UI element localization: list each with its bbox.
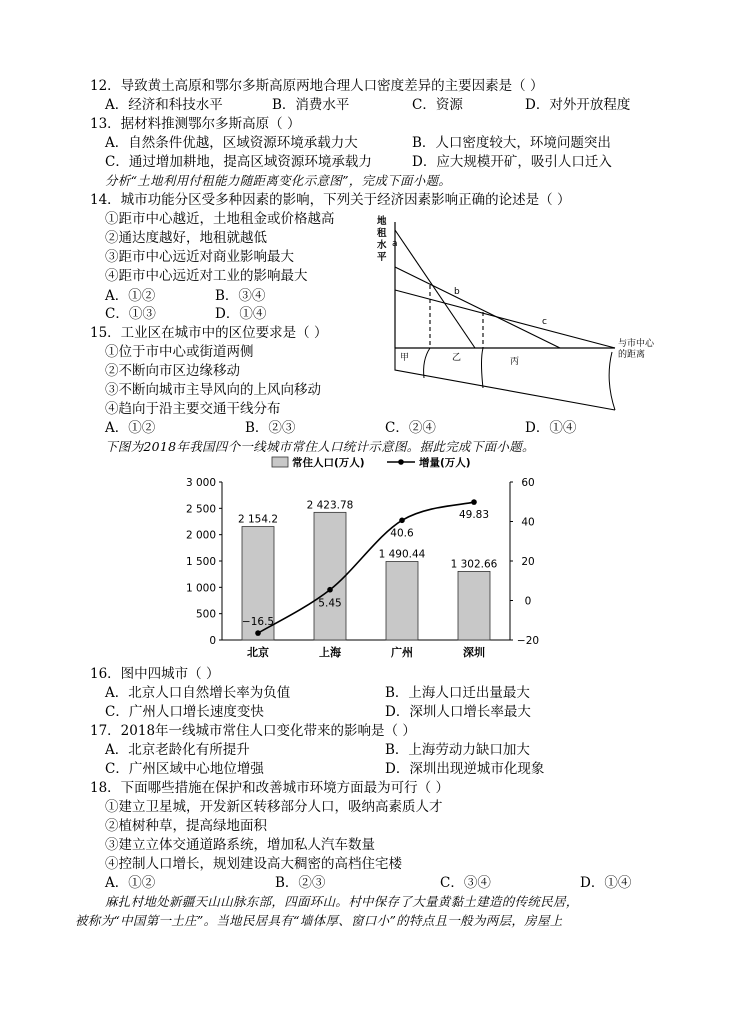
line-value-label: 49.83 (458, 509, 490, 522)
rent-line-a (395, 230, 475, 348)
bar (314, 512, 346, 640)
bar-value-label: 1 490.44 (378, 548, 426, 561)
q14-option-d: D．①④ (215, 306, 267, 322)
rent-ylabel-3: 水 (377, 240, 387, 251)
rent-ylabel-2: 租 (377, 228, 387, 239)
legend-line-label: 增量(万人) (419, 457, 471, 469)
chart-line (255, 499, 477, 636)
q14-statement-2: ②通达度越好，地租就越低 (105, 230, 267, 246)
passage-line-2: 被称为“中国第一土庄”。当地民居具有“墙体厚、窗口小”的特点且一般为两层，房屋上 (75, 913, 563, 928)
rent-line-b (395, 267, 560, 348)
line-point (471, 499, 477, 505)
q18-option-d: D．①④ (580, 875, 632, 891)
q18-stem: 18．下面哪些措施在保护和改善城市环境方面最为可行（ ） (90, 780, 449, 796)
right-tick-label: 40 (521, 516, 535, 529)
q14-option-c: C．①③ (105, 306, 156, 322)
category-label: 北京 (247, 646, 269, 659)
q14-statement-1: ①距市中心越近，土地租金或价格越高 (105, 211, 335, 227)
q15-option-a: A．①② (105, 420, 156, 436)
q16-stem: 16．图中四城市（ ） (90, 666, 220, 682)
q13-option-b: B．人口密度较大，环境问题突出 (412, 135, 611, 151)
left-tick-label: 2 000 (185, 529, 216, 542)
rent-intro: 分析“土地利用付租能力随距离变化示意图”，完成下面小题。 (105, 173, 452, 188)
category-label: 广州 (391, 646, 413, 659)
rent-arc-1 (424, 348, 430, 378)
bar-value-label: 2 154.2 (237, 513, 279, 526)
left-tick-label: 3 000 (185, 477, 216, 489)
right-tick-label: 60 (521, 477, 535, 489)
q14-option-b: B．③④ (215, 288, 266, 304)
category-label: 上海 (319, 646, 341, 659)
left-tick-label: 0 (209, 635, 216, 647)
left-tick-label: 1 000 (185, 582, 216, 595)
q17-option-a: A．北京老龄化有所提升 (105, 742, 250, 758)
rent-zone-yi: 乙 (452, 353, 462, 363)
q16-option-c: C．广州人口增长速度变快 (105, 704, 264, 720)
q14-statement-4: ④距市中心远近对工业的影响最大 (105, 268, 308, 284)
legend-line-marker (398, 459, 404, 465)
q18-option-b: B．②③ (275, 875, 326, 891)
q13-option-c: C．通过增加耕地，提高区域资源环境承载力 (105, 154, 372, 170)
rent-ylabel-1: 地 (377, 216, 387, 227)
q15-option-c: C．②④ (385, 420, 436, 436)
q17-option-d: D．深圳出现逆城市化现象 (385, 761, 545, 777)
rent-diagram (360, 210, 680, 420)
category-label: 深圳 (463, 646, 485, 659)
rent-label-a: a (392, 239, 398, 249)
bar-value-label: 1 302.66 (450, 558, 498, 571)
population-intro: 下图为2018年我国四个一线城市常住人口统计示意图。据此完成下面小题。 (105, 439, 535, 454)
bar-value-label: 2 423.78 (306, 499, 354, 512)
line-value-label: 5.45 (318, 597, 342, 610)
q17-option-b: B．上海劳动力缺口加大 (385, 742, 530, 758)
line-point (327, 587, 333, 593)
q18-statement-2: ②植树种草，提高绿地面积 (105, 818, 267, 834)
rent-zone-jia: 甲 (400, 353, 410, 363)
q17-option-c: C．广州区域中心地位增强 (105, 761, 264, 777)
left-tick-label: 2 500 (185, 503, 216, 516)
q18-statement-3: ③建立立体交通道路系统，增加私人汽车数量 (105, 837, 375, 853)
q14-stem: 14．城市功能分区受多种因素的影响，下列关于经济因素影响正确的论述是（ ） (90, 192, 571, 208)
legend-bar-swatch (272, 457, 288, 467)
rent-arc-3 (609, 352, 615, 410)
q18-option-c: C．③④ (440, 875, 491, 891)
rent-ylabel (377, 215, 387, 263)
population-chart (160, 455, 580, 665)
q13-option-a: A．自然条件优越，区域资源环境承载力大 (105, 135, 358, 151)
q18-statement-1: ①建立卫星城，开发新区转移部分人口，吸纳高素质人才 (105, 799, 443, 815)
q15-stem: 15．工业区在城市中的区位要求是（ ） (90, 325, 328, 341)
q12-option-d: D．对外开放程度 (525, 97, 631, 113)
rent-label-b: b (454, 287, 460, 297)
bar (386, 562, 418, 640)
line-value-label: −16.5 (241, 616, 275, 629)
rent-arc-2 (482, 348, 484, 388)
rent-ground-line (395, 348, 615, 410)
q15-statement-3: ③不断向城市主导风向的上风向移动 (105, 382, 321, 398)
q13-stem: 13．据材料推测鄂尔多斯高原（ ） (90, 116, 301, 132)
rent-xlabel-2: 的距离 (618, 350, 646, 360)
q15-statement-4: ④趋向于沿主要交通干线分布 (105, 401, 281, 417)
q16-option-a: A．北京人口自然增长率为负值 (105, 685, 291, 701)
bar (458, 571, 490, 640)
q12-option-b: B．消费水平 (272, 97, 350, 113)
rent-ylabel-4: 平 (377, 252, 387, 263)
legend-bar-label: 常住人口(万人) (292, 457, 365, 469)
line-point (255, 630, 261, 636)
line-point (399, 518, 405, 524)
q13-option-d: D．应大规模开矿，吸引人口迁入 (412, 154, 612, 170)
q15-statement-1: ①位于市中心或街道两侧 (105, 344, 254, 360)
rent-xlabel-1: 与市中心 (618, 339, 655, 349)
right-tick-label: 20 (521, 556, 535, 568)
passage-line-1: 麻扎村地处新疆天山山脉东部，四面环山。村中保存了大量黄黏土建造的传统民居， (105, 894, 579, 909)
q18-option-a: A．①② (105, 875, 156, 891)
left-tick-label: 1 500 (185, 556, 216, 568)
q15-option-d: D．①④ (525, 420, 577, 436)
q17-stem: 17．2018年一线城市常住人口变化带来的影响是（ ） (90, 723, 416, 739)
q12-option-c: C．资源 (412, 97, 463, 113)
line-value-label: 40.6 (390, 527, 414, 540)
q14-option-a: A．①② (105, 288, 156, 304)
rent-zone-bing: 丙 (510, 357, 520, 367)
q12-option-a: A．经济和科技水平 (105, 97, 223, 113)
right-tick-label: −20 (516, 635, 540, 647)
increment-line (258, 502, 474, 633)
rent-line-c (395, 290, 615, 348)
q15-option-b: B．②③ (245, 420, 296, 436)
q15-statement-2: ②不断向市区边缘移动 (105, 363, 240, 379)
q16-option-b: B．上海人口迁出量最大 (385, 685, 530, 701)
right-tick-label: 0 (524, 595, 532, 608)
q16-option-d: D．深圳人口增长率最大 (385, 704, 531, 720)
q14-statement-3: ③距市中心远近对商业影响最大 (105, 249, 294, 265)
rent-label-c: c (542, 317, 547, 327)
q12-stem: 12．导致黄土高原和鄂尔多斯高原两地合理人口密度差异的主要因素是（ ） (90, 78, 544, 94)
left-tick-label: 500 (195, 608, 216, 621)
q18-statement-4: ④控制人口增长，规划建设高大稠密的高档住宅楼 (105, 856, 402, 872)
